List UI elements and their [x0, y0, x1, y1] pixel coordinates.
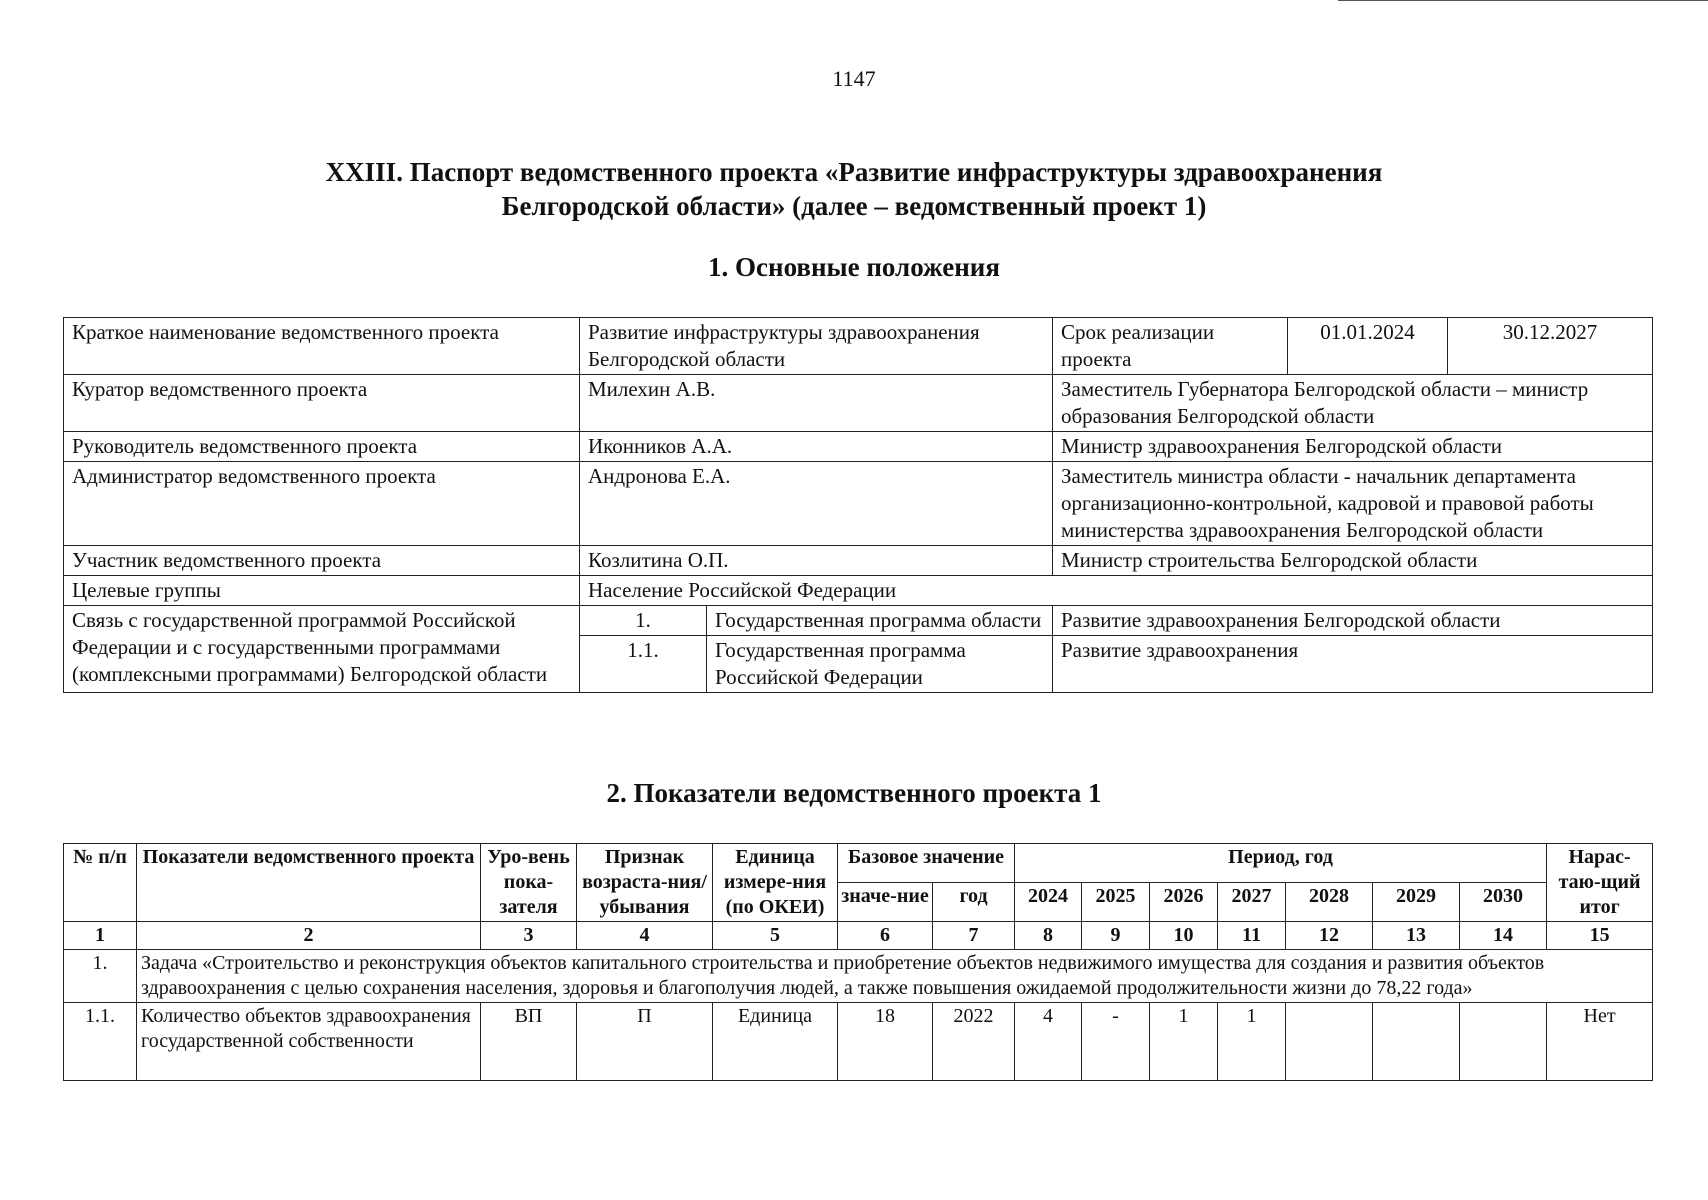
short-name-value: Развитие инфраструктуры здравоохранения Белгородской области: [580, 318, 1053, 375]
head-label: Руководитель ведомственного проекта: [64, 432, 580, 462]
col-header-year: 2025: [1082, 883, 1150, 922]
base-value: 18: [838, 1003, 933, 1081]
administrator-position: Заместитель министра области - начальник департамента организационно-контрольной, кадровой и правовой работы министерства здравоохранения Белгородской области: [1053, 462, 1653, 546]
column-number: 2: [137, 922, 481, 950]
table-row: [64, 1003, 1653, 1081]
page-number: 1147: [832, 66, 876, 91]
table-row: [64, 546, 1653, 576]
document-title-line-2: Белгородской области» (далее – ведомственный проект 1): [501, 191, 1207, 221]
document-title-line-1: XXIII. Паспорт ведомственного проекта «Развитие инфраструктуры здравоохранения: [325, 157, 1383, 187]
section-1-heading: 1. Основные положения: [708, 252, 1000, 282]
task-row: [64, 950, 1653, 1003]
col-header-base-year: год: [933, 883, 1015, 922]
column-number: 14: [1460, 922, 1547, 950]
table-row: [64, 375, 1653, 432]
indicator-number: 1.1.: [64, 1003, 137, 1081]
column-number: 8: [1015, 922, 1082, 950]
document-title: [0, 155, 1708, 223]
col-header-base: Базовое значение: [838, 844, 1015, 883]
head-name: Иконников А.А.: [580, 432, 1053, 462]
program-link-number: 1.: [580, 606, 707, 636]
table-row: [64, 462, 1653, 546]
curator-label: Куратор ведомственного проекта: [64, 375, 580, 432]
col-header-year: 2024: [1015, 883, 1082, 922]
program-link-name: Развитие здравоохранения Белгородской области: [1053, 606, 1653, 636]
program-link-type: Государственная программа Российской Федерации: [707, 636, 1053, 693]
value-2024: 4: [1015, 1003, 1082, 1081]
col-header-level: Уро-вень пока-зателя: [481, 844, 577, 922]
col-header-year: 2026: [1150, 883, 1218, 922]
short-name-label: Краткое наименование ведомственного проекта: [64, 318, 580, 375]
administrator-name: Андронова Е.А.: [580, 462, 1053, 546]
col-header-unit: Единица измере-ния (по ОКЕИ): [713, 844, 838, 922]
indicator-level: ВП: [481, 1003, 577, 1081]
curator-position: Заместитель Губернатора Белгородской области – министр образования Белгородской области: [1053, 375, 1653, 432]
indicator-trend: П: [577, 1003, 713, 1081]
col-header-base-value: значе-ние: [838, 883, 933, 922]
curator-name: Милехин А.В.: [580, 375, 1053, 432]
top-rule: [1338, 0, 1708, 1]
period-start: 01.01.2024: [1288, 318, 1448, 375]
period-label: Срок реализации проекта: [1053, 318, 1288, 375]
administrator-label: Администратор ведомственного проекта: [64, 462, 580, 546]
section-2-heading: 2. Показатели ведомственного проекта 1: [606, 778, 1102, 808]
program-link-label: Связь с государственной программой Российской Федерации и с государственными программами (комплексными программами) Белгородской области: [64, 606, 580, 693]
col-header-number: № п/п: [64, 844, 137, 922]
value-2025: -: [1082, 1003, 1150, 1081]
value-2030: [1460, 1003, 1547, 1081]
table-row: [64, 606, 1653, 636]
column-number: 4: [577, 922, 713, 950]
value-2027: 1: [1218, 1003, 1286, 1081]
value-2029: [1373, 1003, 1460, 1081]
indicator-name: Количество объектов здравоохранения государственной собственности: [137, 1003, 481, 1081]
period-end: 30.12.2027: [1448, 318, 1653, 375]
target-groups-value: Население Российской Федерации: [580, 576, 1653, 606]
column-number: 13: [1373, 922, 1460, 950]
column-number: 10: [1150, 922, 1218, 950]
program-link-number: 1.1.: [580, 636, 707, 693]
table-header-row: [64, 844, 1653, 883]
col-header-year: 2029: [1373, 883, 1460, 922]
column-number: 7: [933, 922, 1015, 950]
table-row: [64, 576, 1653, 606]
table-row: [64, 318, 1653, 375]
basic-provisions-table: [63, 317, 1653, 693]
column-number: 5: [713, 922, 838, 950]
column-number: 3: [481, 922, 577, 950]
col-header-period: Период, год: [1015, 844, 1547, 883]
col-header-year: 2028: [1286, 883, 1373, 922]
base-year: 2022: [933, 1003, 1015, 1081]
col-header-year: 2030: [1460, 883, 1547, 922]
value-2028: [1286, 1003, 1373, 1081]
column-number: 1: [64, 922, 137, 950]
value-2026: 1: [1150, 1003, 1218, 1081]
task-number: 1.: [64, 950, 137, 1003]
col-header-indicator: Показатели ведомственного проекта: [137, 844, 481, 922]
column-number: 15: [1547, 922, 1653, 950]
column-number: 12: [1286, 922, 1373, 950]
column-number: 9: [1082, 922, 1150, 950]
indicator-unit: Единица: [713, 1003, 838, 1081]
program-link-type: Государственная программа области: [707, 606, 1053, 636]
column-number-row: [64, 922, 1653, 950]
column-number: 11: [1218, 922, 1286, 950]
participant-name: Козлитина О.П.: [580, 546, 1053, 576]
column-number: 6: [838, 922, 933, 950]
task-text: Задача «Строительство и реконструкция объектов капитального строительства и приобретение объектов недвижимого имущества для создания и развития объектов здравоохранения с целью сохранения населения, здоровья и благополучия людей, а также повышения ожидаемой продолжительности жизни до 78,22 года»: [137, 950, 1653, 1003]
col-header-year: 2027: [1218, 883, 1286, 922]
program-link-name: Развитие здравоохранения: [1053, 636, 1653, 693]
target-groups-label: Целевые группы: [64, 576, 580, 606]
indicators-table: [63, 843, 1653, 1081]
col-header-cumulative: Нарас-таю-щий итог: [1547, 844, 1653, 922]
cumulative-total: Нет: [1547, 1003, 1653, 1081]
participant-label: Участник ведомственного проекта: [64, 546, 580, 576]
col-header-trend: Признак возраста-ния/ убывания: [577, 844, 713, 922]
participant-position: Министр строительства Белгородской области: [1053, 546, 1653, 576]
table-row: [64, 432, 1653, 462]
head-position: Министр здравоохранения Белгородской области: [1053, 432, 1653, 462]
